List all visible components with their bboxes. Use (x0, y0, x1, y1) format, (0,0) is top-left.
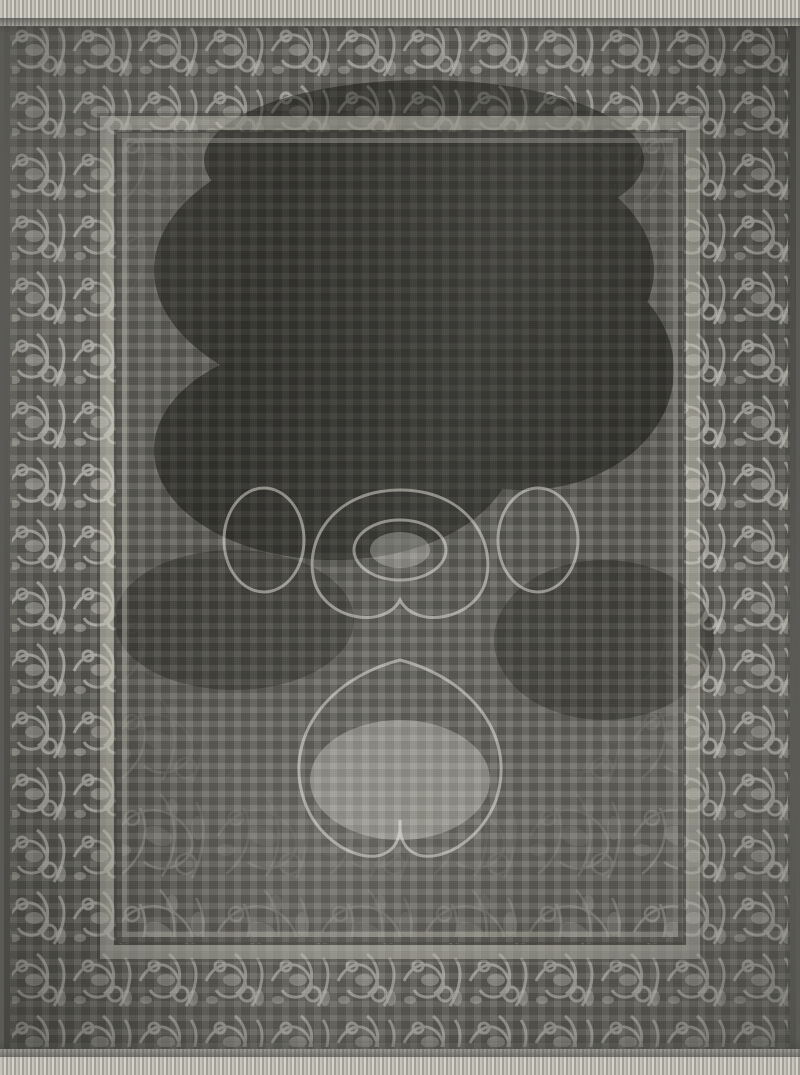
bottom-fringe-shadow (0, 1039, 800, 1057)
inner-guard-line (122, 138, 678, 937)
rug-body (4, 20, 796, 1055)
top-fringe-shadow (0, 18, 800, 34)
